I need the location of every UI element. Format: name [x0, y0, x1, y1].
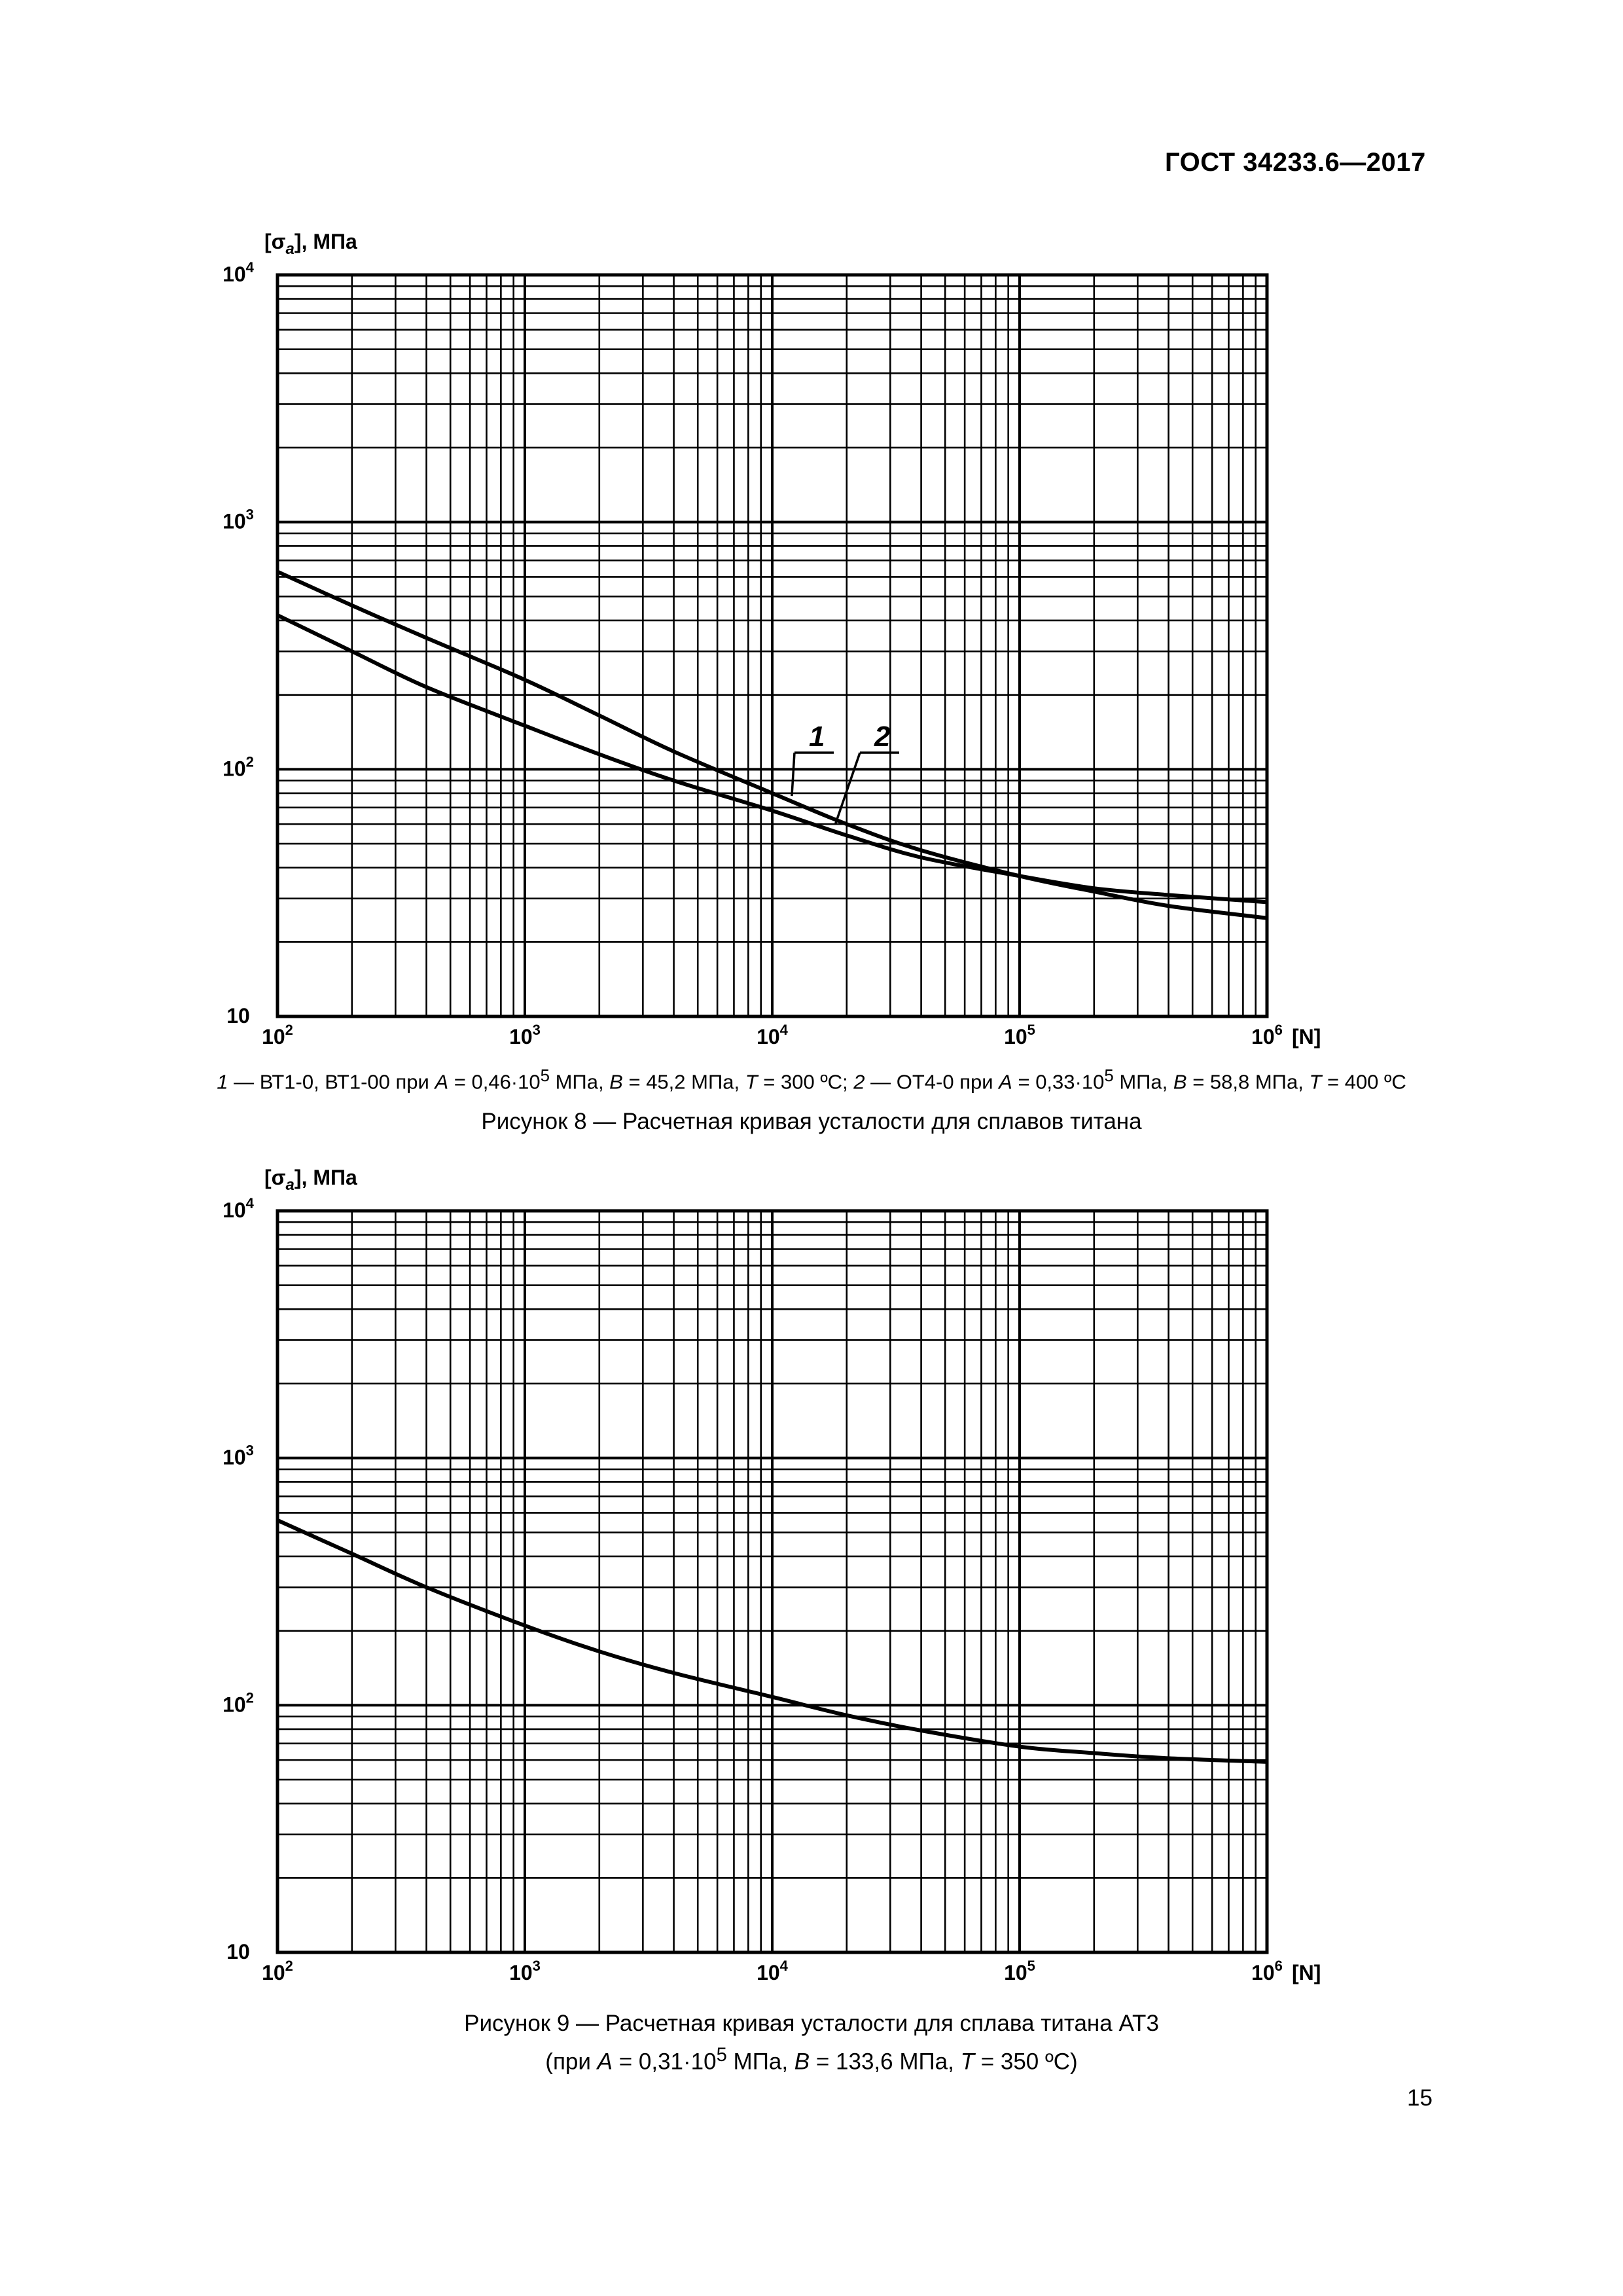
x-tick-label-exponent: 4 [779, 1958, 788, 1974]
x-tick-label [262, 1958, 293, 1984]
legend-exponent: 5 [540, 1067, 550, 1085]
y-axis-title [264, 230, 357, 258]
legend-var-t: T [745, 1070, 758, 1094]
figure-9-chart [223, 1152, 1348, 1990]
x-tick-label [509, 1022, 541, 1049]
caption-var-b: B [794, 2049, 810, 2075]
curve-label-2: 2 [874, 721, 891, 753]
x-axis-title: [N] [1292, 1961, 1321, 1984]
figure-9-plot [223, 1152, 1348, 1990]
standard-designation: ГОСТ 34233.6—2017 [1165, 148, 1426, 177]
x-axis-title: [N] [1292, 1025, 1321, 1049]
y-tick-label [226, 1940, 250, 1964]
x-tick-label-base: 10 [509, 1025, 533, 1049]
x-tick-label-base: 10 [757, 1025, 780, 1049]
x-tick-label [1251, 1022, 1283, 1049]
y-tick-label-base: 10 [223, 757, 246, 781]
legend-text: = 58,8 МПа, [1186, 1070, 1310, 1094]
figure-9-caption-line-1: Рисунок 9 — Расчетная кривая усталости для сплава титана АТ3 [464, 2011, 1159, 2036]
x-tick-label-exponent: 6 [1274, 1022, 1283, 1038]
legend-var-b: B [609, 1070, 623, 1094]
page-number: 15 [1407, 2085, 1433, 2111]
figure-8-chart [223, 216, 1348, 1054]
legend-text: — ВТ1-0, ВТ1-00 при [228, 1070, 435, 1094]
caption-var-t: T [960, 2049, 974, 2075]
caption-text: = 133,6 МПа, [810, 2049, 961, 2075]
y-axis-title-main: [σ [264, 1166, 286, 1189]
y-axis-title [264, 1166, 357, 1194]
legend-text: — ОТ4-0 при [865, 1070, 999, 1094]
y-tick-label-exponent: 2 [245, 753, 254, 770]
y-tick-label-exponent: 4 [245, 1195, 254, 1211]
y-axis-title-subscript: a [285, 240, 294, 258]
caption-text: МПа, [726, 2049, 794, 2075]
y-tick-label-exponent: 4 [245, 259, 254, 276]
figure-9-caption-line-2 [0, 2039, 1623, 2078]
y-tick-label [226, 1004, 250, 1028]
legend-text: = 400 ºС [1321, 1070, 1406, 1094]
caption-exponent: 5 [716, 2045, 727, 2066]
y-tick-label-base: 10 [223, 1198, 246, 1222]
y-tick-label [223, 259, 255, 286]
legend-exponent: 5 [1104, 1067, 1114, 1085]
x-tick-label [509, 1958, 541, 1984]
x-tick-label-exponent: 3 [532, 1022, 541, 1038]
y-axis-title-subscript: a [285, 1176, 294, 1194]
y-tick-label [223, 1443, 254, 1469]
y-tick-label-base: 10 [226, 1004, 250, 1028]
x-tick-label-base: 10 [1004, 1025, 1027, 1049]
curve-label-1: 1 [809, 721, 825, 753]
x-tick-label-base: 10 [262, 1025, 285, 1049]
x-tick-label [757, 1958, 789, 1984]
legend-text: = 0,46·10 [448, 1070, 541, 1094]
legend-var-a: A [435, 1070, 449, 1094]
y-axis-title-unit: ], МПа [294, 230, 357, 253]
legend-var-t: T [1309, 1070, 1322, 1094]
y-tick-label [223, 753, 254, 780]
y-tick-label-exponent: 3 [245, 506, 254, 523]
legend-var-b: B [1173, 1070, 1187, 1094]
legend-text: = 45,2 МПа, [622, 1070, 745, 1094]
legend-text: = 300 ºС; [757, 1070, 854, 1094]
y-tick-label [223, 1689, 254, 1716]
y-axis-title-unit: ], МПа [294, 1166, 357, 1189]
x-tick-label [757, 1022, 789, 1049]
y-tick-label-exponent: 3 [245, 1442, 254, 1459]
y-axis-title-main: [σ [264, 230, 286, 253]
annotation-leader-line [792, 753, 794, 796]
legend-text: = 0,33·10 [1012, 1070, 1105, 1094]
legend-var-a: A [999, 1070, 1012, 1094]
x-tick-label [1004, 1958, 1035, 1984]
y-tick-label-base: 10 [226, 1940, 250, 1964]
y-tick-label-base: 10 [223, 509, 246, 533]
x-tick-label-base: 10 [1251, 1961, 1275, 1984]
x-tick-label-exponent: 2 [285, 1958, 293, 1974]
x-tick-label-exponent: 2 [285, 1022, 293, 1038]
x-tick-label-exponent: 6 [1274, 1958, 1283, 1974]
y-tick-label-exponent: 2 [245, 1689, 254, 1706]
x-tick-label-exponent: 5 [1027, 1958, 1035, 1974]
figure-8-plot [223, 216, 1348, 1054]
y-tick-label-base: 10 [223, 1693, 246, 1717]
y-tick-label-base: 10 [223, 262, 246, 286]
caption-text: = 350 ºС) [974, 2049, 1078, 2075]
x-tick-label-exponent: 3 [532, 1958, 541, 1974]
y-tick-label [223, 1195, 255, 1222]
x-tick-label [1251, 1958, 1283, 1984]
figure-8-caption: Рисунок 8 — Расчетная кривая усталости для сплавов титана [481, 1109, 1142, 1134]
caption-text: = 0,31·10 [613, 2049, 717, 2075]
y-tick-label [223, 507, 254, 533]
figure-9-caption [0, 2008, 1623, 2078]
legend-series-1-number: 1 [217, 1070, 228, 1094]
x-tick-label-base: 10 [1004, 1961, 1027, 1984]
legend-series-2-number: 2 [853, 1070, 865, 1094]
x-tick-label-exponent: 5 [1027, 1022, 1035, 1038]
x-tick-label [1004, 1022, 1035, 1049]
x-tick-label [262, 1022, 293, 1049]
x-tick-label-base: 10 [262, 1961, 285, 1984]
annotation-leader-line [835, 753, 860, 824]
x-tick-label-base: 10 [757, 1961, 780, 1984]
y-tick-label-base: 10 [223, 1445, 246, 1469]
x-tick-label-base: 10 [1251, 1025, 1275, 1049]
legend-text: МПа, [1113, 1070, 1173, 1094]
x-tick-label-base: 10 [509, 1961, 533, 1984]
x-tick-label-exponent: 4 [779, 1022, 788, 1038]
caption-var-a: A [597, 2049, 613, 2075]
caption-text: (при [545, 2049, 597, 2075]
legend-text: МПа, [549, 1070, 610, 1094]
figure-8-legend [0, 1067, 1623, 1094]
